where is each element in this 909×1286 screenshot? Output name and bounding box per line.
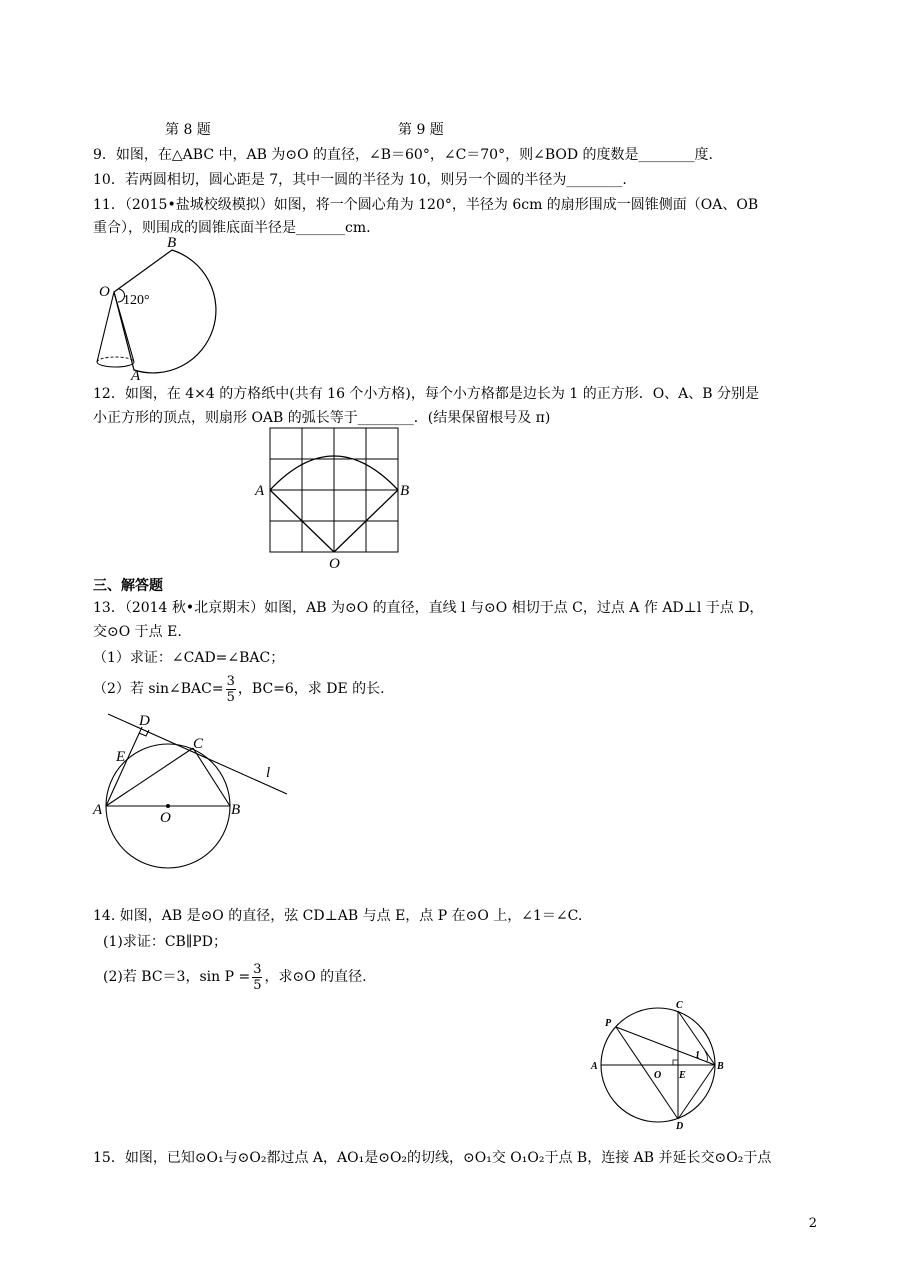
label-p: P (605, 1018, 612, 1029)
label-e: E (679, 1070, 686, 1081)
question-12-line2: 小正方形的顶点，则扇形 OAB 的弧长等于________．(结果保留根号及 π) (93, 410, 551, 426)
fraction-numerator: 3 (226, 673, 235, 689)
question-10: 10．若两圆相切，圆心距是 7，其中一圆的半径为 10，则另一个圆的半径为________. (93, 172, 627, 188)
figure-circle-tangent (90, 710, 295, 870)
label-o: O (160, 810, 171, 826)
fig8-caption: 第 8 题 (165, 122, 211, 138)
question-13-line1: 13．（2014 秋•北京期末）如图，AB 为⊙O 的直径，直线 l 与⊙O 相切于点 C，过点 A 作 AD⊥l 于点 D， (93, 600, 764, 616)
label-c: C (676, 1000, 683, 1011)
fig9-caption: 第 9 题 (398, 122, 444, 138)
label-a: A (591, 1061, 598, 1072)
label-angle: 120° (123, 293, 150, 308)
question-9: 9．如图，在△ABC 中，AB 为⊙O 的直径，∠B＝60°，∠C＝70°，则∠BOD 的度数是________度. (93, 147, 713, 163)
q13-part2-suffix: ，BC=6，求 DE 的长. (237, 681, 385, 697)
section-heading: 三、解答题 (93, 578, 163, 594)
label-b: B (167, 235, 177, 251)
fraction-three-fifths (226, 674, 236, 705)
fraction-numerator: 3 (253, 961, 262, 977)
figure-grid-sector (252, 425, 422, 573)
question-11-line2: 重合），则围成的圆锥底面半径是_______cm. (93, 220, 371, 236)
question-13-line2: 交⊙O 于点 E. (93, 624, 182, 640)
label-o: O (99, 284, 110, 300)
page-number: 2 (808, 1216, 817, 1231)
label-a: A (255, 483, 265, 499)
question-12-line1: 12．如图，在 4×4 的方格纸中(共有 16 个小方格)，每个小方格都是边长为 1 的正方形．O、A、B 分别是 (93, 386, 760, 402)
fraction-denominator: 5 (226, 689, 235, 705)
label-b: B (231, 802, 241, 818)
label-d: D (676, 1121, 684, 1132)
question-14-part2 (103, 956, 367, 998)
label-b: B (400, 483, 410, 499)
figure-sector-cone (90, 232, 200, 382)
question-11-line1: 11．（2015•盐城校级模拟）如图，将一个圆心角为 120°，半径为 6cm 的扇形围成一圆锥侧面（OA、OB (93, 197, 759, 213)
question-14-line1: 14. 如图，AB 是⊙O 的直径，弦 CD⊥AB 与点 E，点 P 在⊙O 上，∠1＝∠C. (93, 908, 583, 924)
label-angle-1: 1 (695, 1050, 700, 1061)
q14-part2-suffix: ，求⊙O 的直径. (264, 969, 367, 985)
label-e: E (116, 749, 126, 765)
label-a: A (131, 368, 141, 384)
q13-part2-prefix: （2）若 sin∠BAC= (93, 681, 224, 697)
fraction-three-fifths (252, 962, 262, 993)
label-d: D (139, 713, 150, 729)
figure-circle-chords (588, 996, 738, 1130)
label-o: O (329, 556, 340, 572)
label-b: B (717, 1061, 724, 1072)
question-13-part2 (93, 670, 385, 708)
q14-part2-prefix: (2)若 BC＝3，sin P = (103, 969, 251, 985)
fraction-denominator: 5 (253, 977, 262, 993)
question-14-part1: (1)求证：CB∥PD； (103, 934, 227, 950)
label-c: C (193, 736, 204, 752)
label-a: A (93, 802, 103, 818)
label-l: l (266, 765, 271, 781)
question-13-part1: （1）求证：∠CAD=∠BAC； (93, 650, 285, 666)
question-15: 15．如图，已知⊙O₁与⊙O₂都过点 A，AO₁是⊙O₂的切线，⊙O₁交 O₁O₂于点 B，连接 AB 并延长交⊙O₂于点 (93, 1150, 772, 1166)
label-o: O (654, 1070, 662, 1081)
